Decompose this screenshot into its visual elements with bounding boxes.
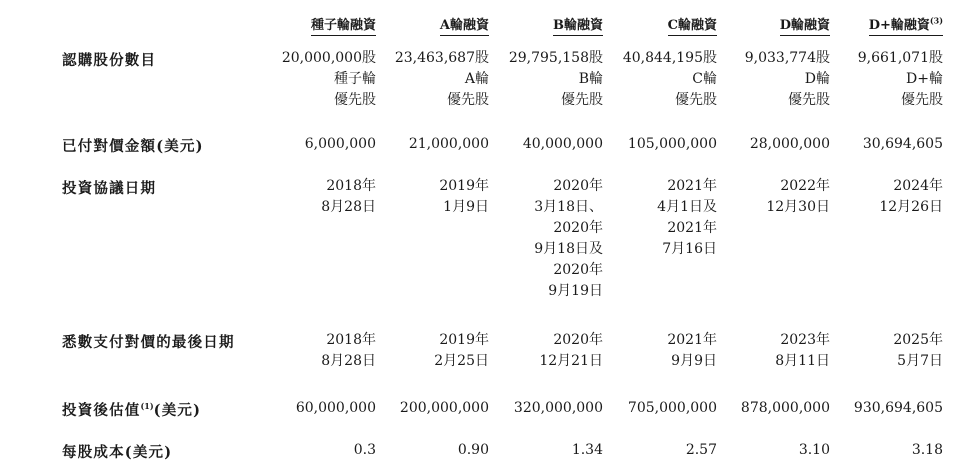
table-cell <box>700 440 830 461</box>
table-cell <box>587 398 717 419</box>
table-cell <box>246 134 376 155</box>
cell-line: 2020年 <box>553 220 603 236</box>
cell-line: B輪 <box>578 71 603 87</box>
cell-line: 21,000,000 <box>408 136 489 152</box>
column-header-underline <box>869 14 943 36</box>
table-cell <box>246 330 376 372</box>
column-header-text: D+輪融資 <box>868 18 930 33</box>
cell-line: 2.57 <box>685 442 717 458</box>
table-cell <box>473 330 603 372</box>
table-cell <box>359 330 489 372</box>
cell-line: 30,694,605 <box>862 136 943 152</box>
table-cell <box>700 48 830 111</box>
cell-line: 12月26日 <box>879 199 943 215</box>
cell-line: 9月9日 <box>671 353 717 369</box>
row-label <box>62 331 235 352</box>
cell-line: 2022年 <box>780 178 830 194</box>
column-header-text: B輪融資 <box>553 18 603 33</box>
column-header-underline <box>553 14 603 36</box>
table-cell <box>246 176 376 218</box>
table-cell <box>359 176 489 218</box>
cell-line: A輪 <box>464 71 489 87</box>
cell-line: 23,463,687股 <box>394 50 489 66</box>
cell-line: 種子輪 <box>334 71 376 87</box>
column-header-underline <box>668 14 717 36</box>
cell-line: 28,000,000 <box>749 136 830 152</box>
cell-line: D+輪 <box>906 71 943 87</box>
table-cell <box>813 440 943 461</box>
table-cell <box>700 398 830 419</box>
row-label <box>62 135 204 156</box>
table-cell <box>359 48 489 111</box>
cell-line: 5月7日 <box>897 353 943 369</box>
table-cell <box>473 48 603 111</box>
cell-line: 9,033,774股 <box>744 50 830 66</box>
cell-line: 8月28日 <box>321 199 376 215</box>
cell-line: 930,694,605 <box>853 400 943 416</box>
table-cell <box>473 398 603 419</box>
cell-line: 2021年 <box>667 178 717 194</box>
row-label <box>62 177 156 198</box>
table-cell <box>587 176 717 260</box>
column-header-underline <box>440 14 489 36</box>
cell-line: 8月28日 <box>321 353 376 369</box>
cell-line: 8月11日 <box>775 353 830 369</box>
cell-line: 60,000,000 <box>295 400 376 416</box>
column-header-text: D輪融資 <box>779 18 830 33</box>
table-cell <box>813 176 943 218</box>
cell-line: 4月1日及 <box>657 199 717 215</box>
table-cell <box>813 398 943 419</box>
row-label-text: 投資後估值 <box>62 402 141 419</box>
table-cell <box>473 440 603 461</box>
cell-line: C輪 <box>692 71 717 87</box>
table-cell <box>700 330 830 372</box>
cell-line: 3.10 <box>798 442 830 458</box>
cell-line: 0.90 <box>457 442 489 458</box>
row-label-text: 認購股份數目 <box>62 52 157 69</box>
cell-line: 3.18 <box>911 442 943 458</box>
cell-line: 優先股 <box>901 92 943 108</box>
column-header <box>440 14 489 36</box>
cell-line: 優先股 <box>447 92 489 108</box>
table-cell <box>473 176 603 302</box>
footnote-marker: (3) <box>929 15 943 26</box>
cell-line: 3月18日、 <box>534 199 603 215</box>
cell-line: 2020年 <box>553 178 603 194</box>
cell-line: 2018年 <box>326 178 376 194</box>
table-cell <box>246 398 376 419</box>
column-header <box>668 14 717 36</box>
table-cell <box>246 48 376 111</box>
table-cell <box>700 176 830 218</box>
cell-line: 9,661,071股 <box>857 50 943 66</box>
table-cell <box>246 440 376 461</box>
column-header-underline <box>311 14 376 36</box>
row-label <box>62 399 201 420</box>
cell-line: 9月18日及 <box>534 241 603 257</box>
cell-line: 0.3 <box>353 442 376 458</box>
footnote-marker: (1) <box>140 401 154 412</box>
cell-line: 40,844,195股 <box>622 50 717 66</box>
cell-line: 1.34 <box>571 442 603 458</box>
cell-line: 878,000,000 <box>740 400 830 416</box>
table-cell <box>359 440 489 461</box>
cell-line: 1月9日 <box>443 199 489 215</box>
column-header <box>869 14 943 36</box>
cell-line: 705,000,000 <box>627 400 717 416</box>
row-label-text: 悉數支付對價的最後日期 <box>62 334 235 351</box>
column-header-text: 種子輪融資 <box>310 18 376 33</box>
row-label <box>62 441 172 462</box>
cell-line: 6,000,000 <box>304 136 376 152</box>
cell-line: 優先股 <box>561 92 603 108</box>
table-cell <box>587 440 717 461</box>
cell-line: 2021年 <box>667 220 717 236</box>
cell-line: 20,000,000股 <box>281 50 376 66</box>
cell-line: 2月25日 <box>434 353 489 369</box>
column-header <box>780 14 830 36</box>
row-label-suffix: (美元) <box>153 402 202 419</box>
column-header-text: A輪融資 <box>439 18 489 33</box>
row-label <box>62 49 156 70</box>
table-cell <box>813 134 943 155</box>
cell-line: 9月19日 <box>548 283 603 299</box>
cell-line: 優先股 <box>334 92 376 108</box>
cell-line: 105,000,000 <box>627 136 717 152</box>
cell-line: 2018年 <box>326 332 376 348</box>
cell-line: 2025年 <box>893 332 943 348</box>
table-cell <box>359 398 489 419</box>
cell-line: 優先股 <box>788 92 830 108</box>
column-header-underline <box>780 14 830 36</box>
cell-line: 2019年 <box>439 332 489 348</box>
cell-line: 2020年 <box>553 262 603 278</box>
cell-line: 12月21日 <box>539 353 603 369</box>
cell-line: 29,795,158股 <box>508 50 603 66</box>
table-cell <box>813 330 943 372</box>
cell-line: 320,000,000 <box>513 400 603 416</box>
cell-line: 2020年 <box>553 332 603 348</box>
table-cell <box>587 48 717 111</box>
cell-line: 優先股 <box>675 92 717 108</box>
cell-line: 2021年 <box>667 332 717 348</box>
cell-line: 12月30日 <box>766 199 830 215</box>
row-label-text: 已付對價金額(美元) <box>62 138 204 155</box>
cell-line: D輪 <box>804 71 830 87</box>
table-cell <box>473 134 603 155</box>
row-label-text: 每股成本(美元) <box>62 444 173 461</box>
cell-line: 2024年 <box>893 178 943 194</box>
cell-line: 7月16日 <box>662 241 717 257</box>
row-label-text: 投資協議日期 <box>62 180 157 197</box>
cell-line: 40,000,000 <box>522 136 603 152</box>
cell-line: 2019年 <box>439 178 489 194</box>
cell-line: 2023年 <box>780 332 830 348</box>
column-header-text: C輪融資 <box>667 18 717 33</box>
table-cell <box>587 330 717 372</box>
table-cell <box>700 134 830 155</box>
column-header <box>311 14 376 36</box>
table-cell <box>359 134 489 155</box>
table-cell <box>813 48 943 111</box>
cell-line: 200,000,000 <box>399 400 489 416</box>
table-cell <box>587 134 717 155</box>
column-header <box>553 14 603 36</box>
